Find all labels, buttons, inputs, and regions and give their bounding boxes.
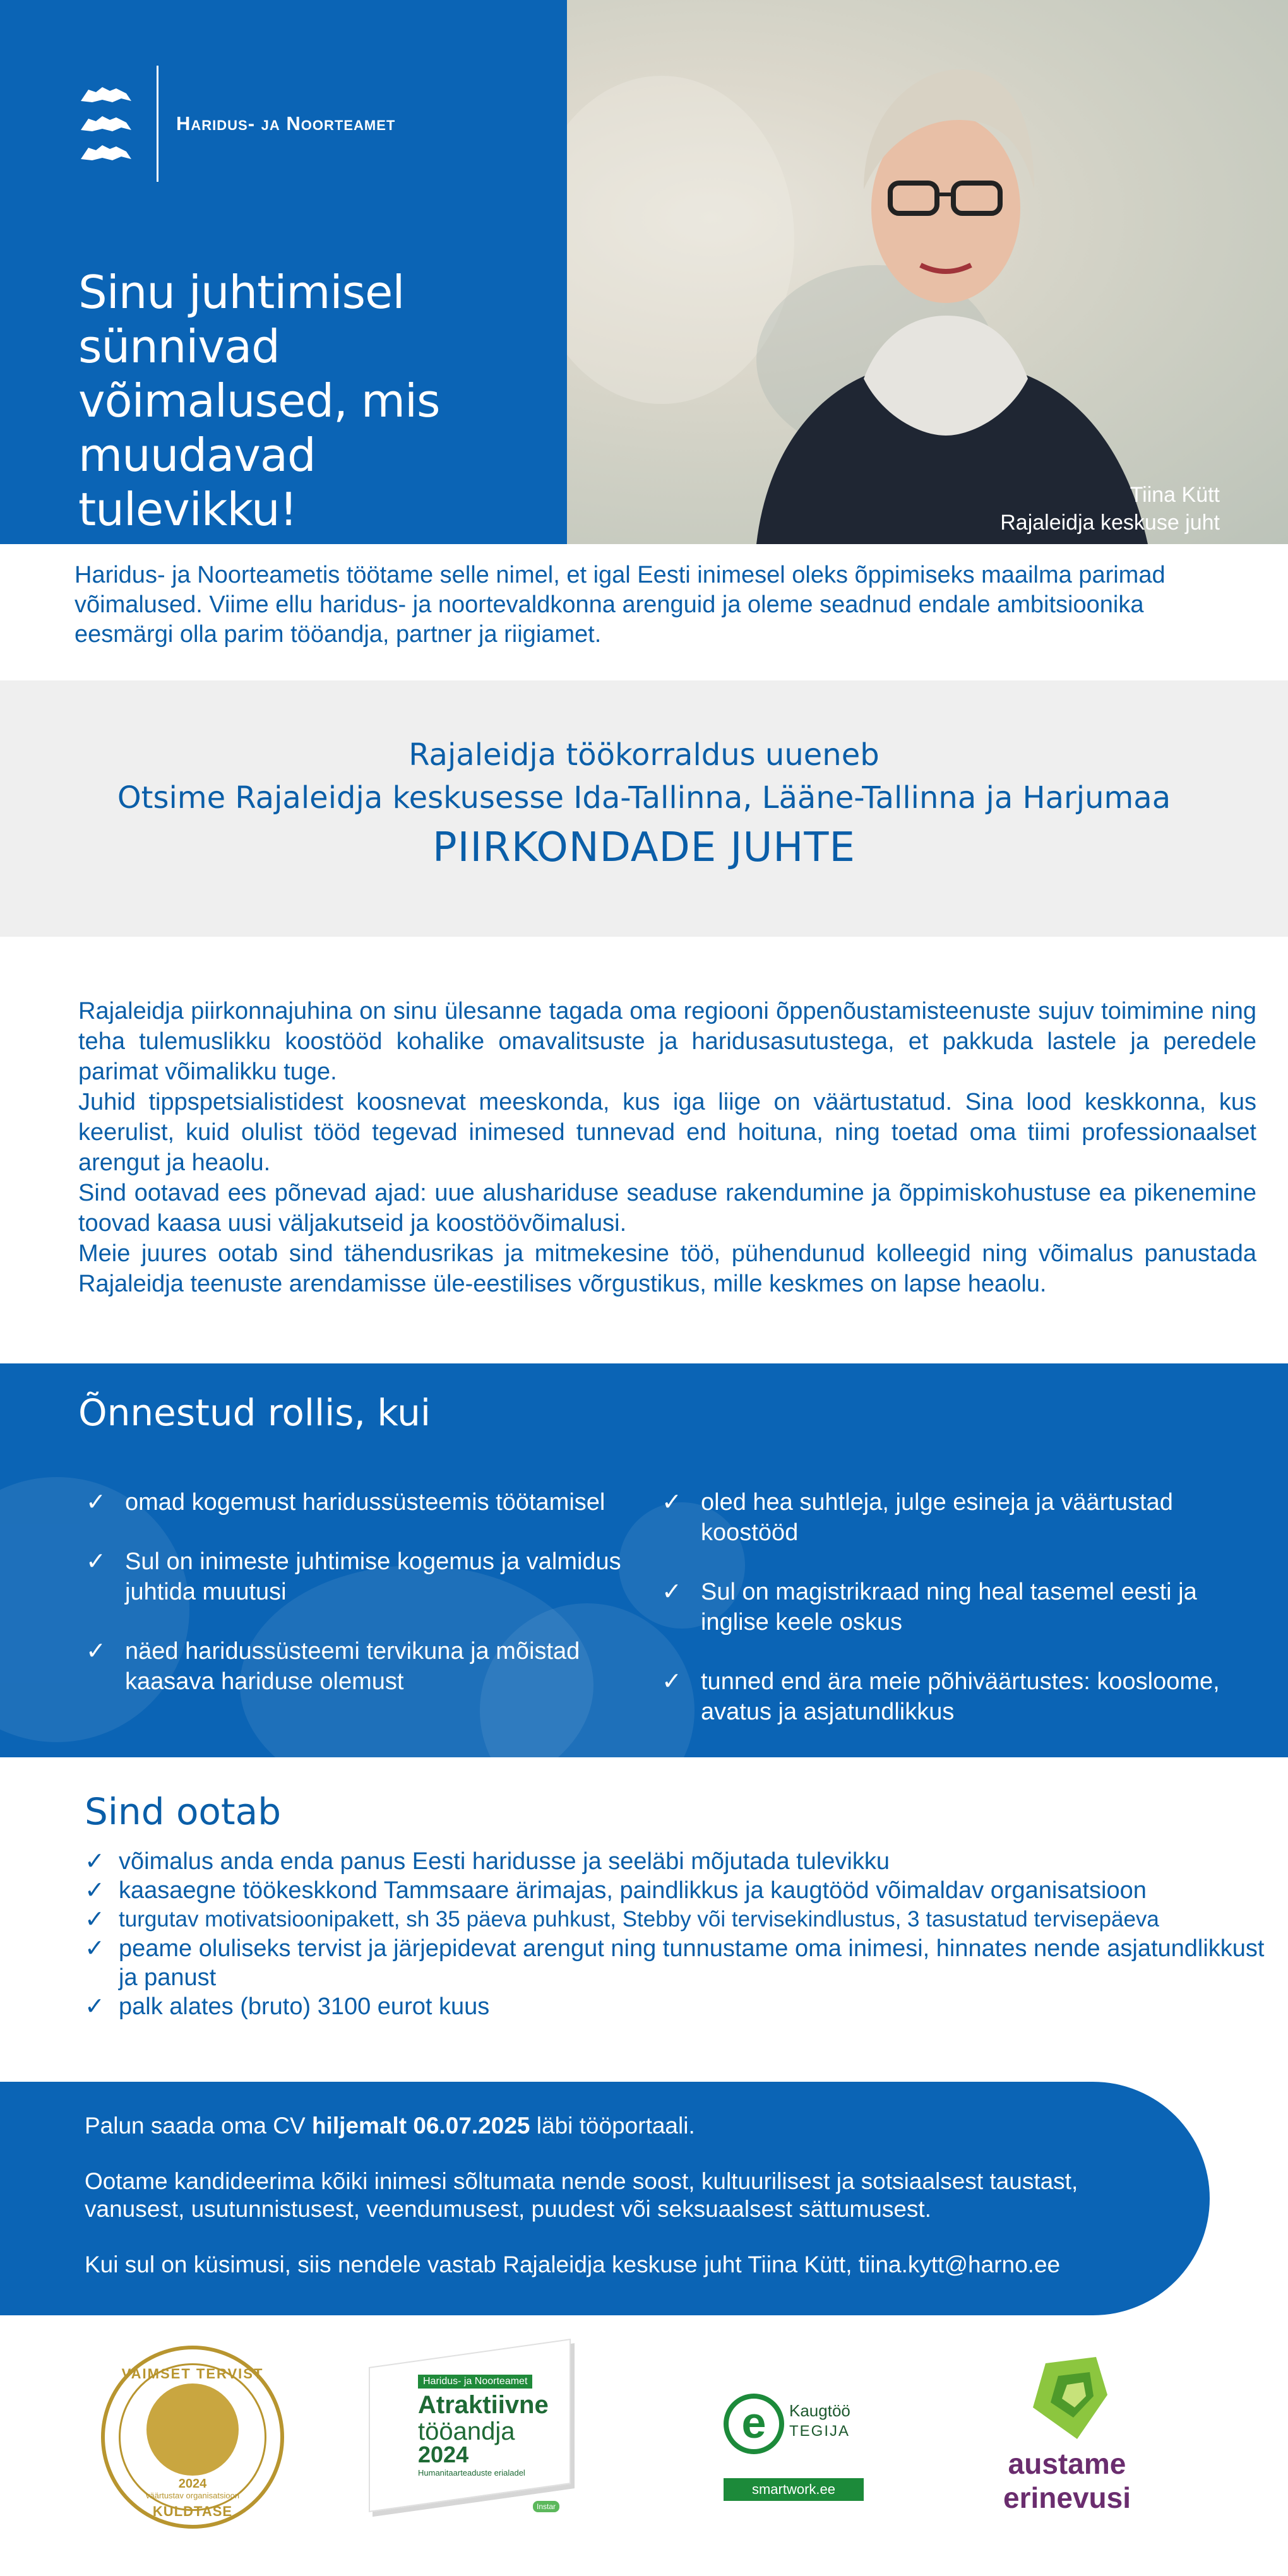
- list-item: ✓ oled hea suhtleja, julge esineja ja väärtustad koostööd: [662, 1487, 1230, 1548]
- position-title: PIIRKONDADE JUHTE: [432, 824, 856, 871]
- hero-title: Sinu juhtimisel sünnivad võimalused, mis muudavad tulevikku!: [78, 266, 440, 536]
- check-icon: ✓: [85, 1906, 105, 1933]
- description-paragraph: Juhid tippspetsialistidest koosnevat meeskonda, kus iga liige on väärtustatud. Sina lood keskkonna, kus keerulist, kuid olulist tööd tegevad inimesed tunnevad end hoituna, ning toetad oma tiimi professionaalset arengut ja heaolu.: [78, 1089, 1256, 1176]
- check-icon: ✓: [85, 1848, 105, 1875]
- list-item: ✓ näed haridussüsteemi tervikuna ja mõistad kaasava hariduse olemust: [86, 1636, 654, 1697]
- description-paragraph: Meie juures ootab sind tähendusrikas ja mitmekesine töö, pühendunud kolleegid ning võimalus panustada Rajaleidja teenuste arendamisse üle-eestilises võrgustikus, mille keskmes on lapse heaolu.: [78, 1240, 1256, 1297]
- benefits-section: [85, 1790, 1272, 2021]
- requirements-heading: Õnnestud rollis, kui: [78, 1391, 431, 1434]
- attractive-employer-badge: Haridus- ja Noorteamet Atraktiivne tööandja 2024 Humanitaarteaduste erialadel Instar: [369, 2367, 583, 2512]
- e-logo-icon: e: [724, 2394, 784, 2454]
- list-item: ✓ palk alates (bruto) 3100 eurot kuus: [85, 1993, 490, 2020]
- deadline-date: hiljemalt 06.07.2025: [311, 2113, 530, 2139]
- requirements-section: [0, 1363, 1288, 1757]
- headline-band: [0, 680, 1288, 937]
- contact-text[interactable]: Kui sul on küsimusi, siis nendele vastab Rajaleidja keskuse juht Tiina Kütt, tiina.kytt@harno.ee: [85, 2252, 1061, 2277]
- check-icon: ✓: [86, 1489, 106, 1516]
- benefits-heading: Sind ootab: [85, 1790, 282, 1833]
- list-item: ✓ omad kogemust haridussüsteemis töötamisel: [86, 1487, 654, 1517]
- intro-text: Haridus- ja Noorteametis töötame selle nimel, et igal Eesti inimesel oleks õppimiseks maailma parimad võimalused. Viime ellu haridus- ja noortevaldkonna arenguid ja oleme seadnud endale ambitsioonika eesmärgi olla parim tööandja, partner ja riigiamet.: [75, 562, 1166, 648]
- description-paragraph: Sind ootavad ees põnevad ajad: uue alushariduse seaduse rakendumine ja õppimiskohustuse ea pikenemine toovad kaasa uusi väljakutseid ja koostöövõimalusi.: [78, 1180, 1256, 1237]
- deadline-text: Palun saada oma CV hiljemalt 06.07.2025 läbi tööportaali.: [85, 2113, 695, 2139]
- diversity-gem-icon: [1033, 2357, 1107, 2439]
- check-icon: ✓: [85, 1993, 105, 2020]
- application-panel: [0, 2082, 1210, 2315]
- list-item: ✓ tunned end ära meie põhiväärtustes: koosloome, avatus ja asjatundlikkus: [662, 1666, 1230, 1727]
- job-description: [78, 996, 1256, 1299]
- requirements-list-left: [86, 1487, 654, 1726]
- check-icon: ✓: [85, 1877, 105, 1904]
- caption-name: Tiina Kütt: [1130, 483, 1220, 507]
- check-icon: ✓: [85, 1935, 105, 1962]
- check-icon: ✓: [86, 1638, 106, 1665]
- org-logo[interactable]: [75, 66, 395, 182]
- portrait-photo: [567, 0, 1288, 544]
- logo-divider: [157, 66, 158, 182]
- hero: [0, 0, 1288, 544]
- list-item: ✓ Sul on magistrikraad ning heal tasemel eesti ja inglise keele oskus: [662, 1577, 1230, 1637]
- benefits-list: [85, 1847, 1272, 2021]
- list-item: ✓ kaasaegne töökeskkond Tammsaare ärimajas, paindlikkus ja kaugtööd võimaldav organisatsioon: [85, 1877, 1147, 1904]
- band-line-1: Rajaleidja töökorraldus uueneb: [408, 737, 880, 773]
- head-silhouette-icon: [146, 2383, 239, 2476]
- list-item: ✓ peame oluliseks tervist ja järjepidevat arengut ning tunnustame oma inimesi, hinnates nende asjatundlikkust ja panust: [85, 1935, 1265, 1991]
- org-name: Haridus- ja Noorteamet: [176, 112, 396, 134]
- portrait-figure: [567, 0, 1288, 544]
- mental-health-badge: VAIMSET TERVIST 2024 väärtustav organisatsioon KULDTASE: [101, 2346, 284, 2529]
- check-icon: ✓: [662, 1579, 682, 1605]
- remote-work-badge: e Kaugtöö TEGIJA smartwork.ee: [711, 2387, 869, 2514]
- check-icon: ✓: [662, 1668, 682, 1695]
- description-paragraph: Rajaleidja piirkonnajuhina on sinu ülesanne tagada oma regiooni õppenõustamisteenuste sujuv toimimine ning teha tulemuslikku koostööd kohalike omavalitsuste ja haridusasutustega, et pakkuda lastele ja peredele parimat võimalikku tuge.: [78, 998, 1256, 1085]
- diversity-badge: austame erinevusi: [991, 2357, 1143, 2527]
- check-icon: ✓: [86, 1548, 106, 1575]
- caption-role: Rajaleidja keskuse juht: [1000, 511, 1220, 535]
- lion-crest-icon: [75, 83, 138, 164]
- award-badges: [0, 2336, 1288, 2576]
- requirements-list-right: [662, 1487, 1230, 1756]
- check-icon: ✓: [662, 1489, 682, 1516]
- photo-caption: [1000, 481, 1220, 537]
- hero-panel: [0, 0, 567, 544]
- list-item: ✓ võimalus anda enda panus Eesti haridusse ja seeläbi mõjutada tulevikku: [85, 1848, 890, 1875]
- band-line-2: Otsime Rajaleidja keskusesse Ida-Tallinna, Lääne-Tallinna ja Harjumaa: [117, 780, 1171, 816]
- equality-statement: Ootame kandideerima kõiki inimesi sõltumata nende soost, kultuurilisest ja sotsiaalsest taustast, vanusest, usutunnistusest, veendumusest, puudest või seksuaalsest sättumusest.: [85, 2168, 1078, 2222]
- list-item: ✓ turgutav motivatsioonipakett, sh 35 päeva puhkust, Stebby või tervisekindlustus, 3 tasustatud tervisepäeva: [85, 1906, 1159, 1933]
- list-item: ✓ Sul on inimeste juhtimise kogemus ja valmidus juhtida muutusi: [86, 1546, 654, 1607]
